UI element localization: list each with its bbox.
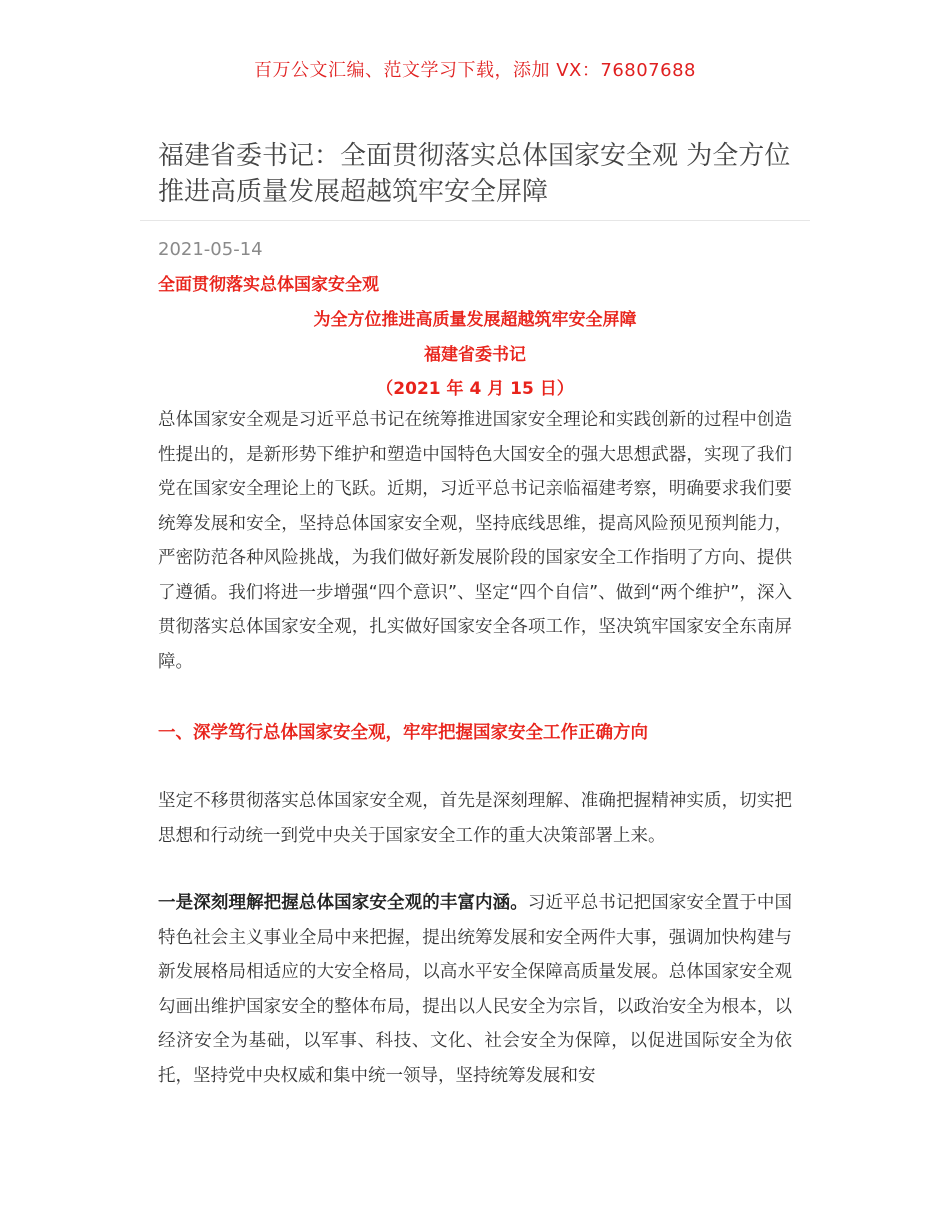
point-1-paragraph xyxy=(158,886,792,1093)
watermark-banner: 百万公文汇编、范文学习下载，添加 VX：76807688 xyxy=(254,60,696,81)
subtitle-line-2: 为全方位推进高质量发展超越筑牢安全屏障 xyxy=(313,310,637,330)
publish-date: 2021-05-14 xyxy=(158,239,263,260)
section-1-heading: 一、深学笃行总体国家安全观，牢牢把握国家安全工作正确方向 xyxy=(158,723,648,743)
speech-date-line: （2021 年 4 月 15 日） xyxy=(376,379,574,399)
subtitle-line-1: 全面贯彻落实总体国家安全观 xyxy=(158,275,379,295)
author-line: 福建省委书记 xyxy=(424,345,526,365)
intro-paragraph: 总体国家安全观是习近平总书记在统筹推进国家安全理论和实践创新的过程中创造性提出的，是新形势下维护和塑造中国特色大国安全的强大思想武器，实现了我们党在国家安全理论上的飞跃。近期，习近平总书记亲临福建考察，明确要求我们要统筹发展和安全，坚持总体国家安全观，坚持底线思维，提高风险预见预判能力，严密防范各种风险挑战，为我们做好新发展阶段的国家安全工作指明了方向、提供了遵循。我们将进一步增强“四个意识”、坚定“四个自信”、做到“两个维护”，深入贯彻落实总体国家安全观，扎实做好国家安全各项工作，坚决筑牢国家安全东南屏障。 xyxy=(158,410,792,672)
point-1-lead: 一是深刻理解把握总体国家安全观的丰富内涵。 xyxy=(158,893,528,913)
point-1-body: 习近平总书记把国家安全置于中国特色社会主义事业全局中来把握，提出统筹发展和安全两件大事，强调加快构建与新发展格局相适应的大安全格局，以高水平安全保障高质量发展。总体国家安全观勾画出维护国家安全的整体布局，提出以人民安全为宗旨，以政治安全为根本，以经济安全为基础，以军事、科技、文化、社会安全为保障，以促进国际安全为依托，坚持党中央权威和集中统一领导，坚持统筹发展和安 xyxy=(158,893,793,1086)
article-title: 福建省委书记：全面贯彻落实总体国家安全观 为全方位推进高质量发展超越筑牢安全屏障 xyxy=(158,141,791,207)
title-divider xyxy=(140,220,810,221)
section-1-intro-paragraph: 坚定不移贯彻落实总体国家安全观，首先是深刻理解、准确把握精神实质，切实把思想和行动统一到党中央关于国家安全工作的重大决策部署上来。 xyxy=(158,791,792,846)
